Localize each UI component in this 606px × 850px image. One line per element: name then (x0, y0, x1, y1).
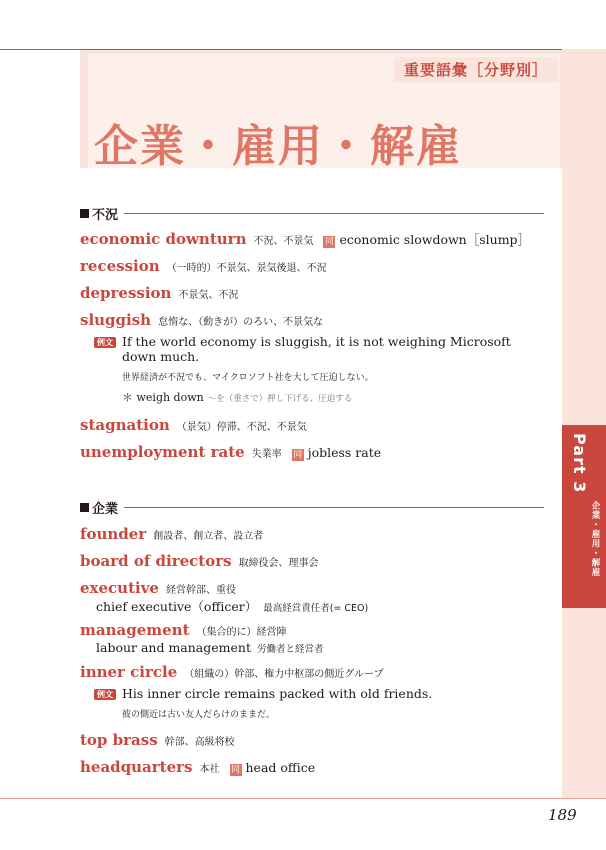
usage-note-term: ＊ weigh down (122, 391, 204, 404)
entry-executive-phrase (96, 597, 368, 615)
entry-management-phrase (96, 640, 324, 655)
entry-term: recession (80, 257, 160, 275)
part-topic: 企業・雇用・解雇 (590, 501, 600, 577)
usage-note (122, 389, 352, 405)
entry-term: unemployment rate (80, 443, 245, 461)
entry-founder (80, 525, 550, 543)
entry-economic-downturn (80, 230, 550, 248)
entry-meaning: 不景気、不況 (178, 290, 239, 301)
section-square-icon (80, 209, 89, 218)
entry-meaning: 本社 (199, 764, 220, 775)
entry-meaning: （一時的）不景気、景気後退、不況 (166, 263, 327, 274)
entry-recession (80, 257, 550, 275)
entry-meaning: （集合的に）経営陣 (196, 627, 287, 638)
page-title: 企業・雇用・解雇 (94, 121, 462, 172)
entry-meaning: 怠惰な、（動きが）のろい、不景気な (158, 317, 324, 328)
usage-note-meaning: ～を（重さで）押し下げる、圧迫する (207, 394, 353, 404)
entry-inner-circle (80, 663, 550, 681)
entry-meaning: （景気）停滞、不況、不景気 (176, 422, 307, 433)
part-tab (562, 425, 606, 608)
entry-board-of-directors (80, 552, 550, 570)
entry-meaning: 幹部、高級将校 (164, 737, 235, 748)
entry-meaning: 失業率 (251, 449, 282, 460)
entry-term: board of directors (80, 552, 232, 570)
entry-term: executive (80, 579, 159, 597)
page-number: 189 (548, 806, 577, 824)
entry-term: stagnation (80, 416, 170, 434)
entry-synonym: economic slowdown［slump］ (339, 232, 531, 247)
entry-headquarters (80, 758, 550, 776)
example-badge: 例文 (94, 337, 116, 348)
section-rule (124, 213, 544, 214)
entry-term: depression (80, 284, 172, 302)
example-sentence: If the world economy is sluggish, it is not weighing Microsoft down much. (122, 334, 511, 364)
entry-term: economic downturn (80, 230, 247, 248)
entry-management (80, 621, 550, 639)
section-heading-company (80, 497, 544, 517)
entry-unemployment-rate (80, 443, 550, 461)
entry-meaning: （組織の）幹部、権力中枢部の側近グループ (184, 669, 384, 680)
bottom-rule (0, 798, 606, 799)
entry-meaning: 経営幹部、重役 (165, 585, 236, 596)
entry-term: founder (80, 525, 147, 543)
entry-term: headquarters (80, 758, 193, 776)
entry-term: management (80, 621, 190, 639)
side-strip (562, 49, 606, 799)
phrase-text: labour and management (96, 640, 251, 655)
entry-term: top brass (80, 731, 158, 749)
example-badge: 例文 (94, 689, 116, 700)
synonym-badge: 同 (324, 237, 334, 247)
example-translation: 彼の側近は古い友人だらけのままだ。 (122, 710, 276, 720)
phrase-meaning: 労働者と経営者 (257, 644, 324, 655)
synonym-badge: 同 (293, 450, 303, 460)
entry-meaning: 不況、不景気 (253, 236, 314, 247)
entry-synonym: jobless rate (307, 445, 382, 460)
section-heading-recession (80, 203, 544, 223)
entry-meaning: 取締役会、理事会 (238, 558, 319, 569)
part-label: Part 3 (570, 433, 589, 494)
section-rule (124, 507, 544, 508)
category-tag: 重要語彙［分野別］ (394, 57, 558, 82)
entry-synonym: head office (245, 760, 316, 775)
entry-meaning: 創設者、創立者、設立者 (153, 531, 264, 542)
example-translation: 世界経済が不況でも、マイクロソフト社を大して圧迫しない。 (122, 373, 374, 383)
synonym-badge: 同 (230, 765, 240, 775)
entry-depression (80, 284, 550, 302)
section-heading-label: 不況 (92, 207, 119, 223)
phrase-meaning: 最高経営責任者(= CEO) (263, 603, 369, 614)
entry-executive (80, 579, 550, 597)
entry-sluggish (80, 311, 550, 329)
entry-stagnation (80, 416, 550, 434)
section-heading-label: 企業 (92, 501, 119, 517)
example-sentence: His inner circle remains packed with old friends. (122, 686, 433, 701)
entry-term: inner circle (80, 663, 178, 681)
phrase-text: chief executive（officer） (96, 599, 258, 614)
entry-top-brass (80, 731, 550, 749)
entry-term: sluggish (80, 311, 152, 329)
section-square-icon (80, 503, 89, 512)
